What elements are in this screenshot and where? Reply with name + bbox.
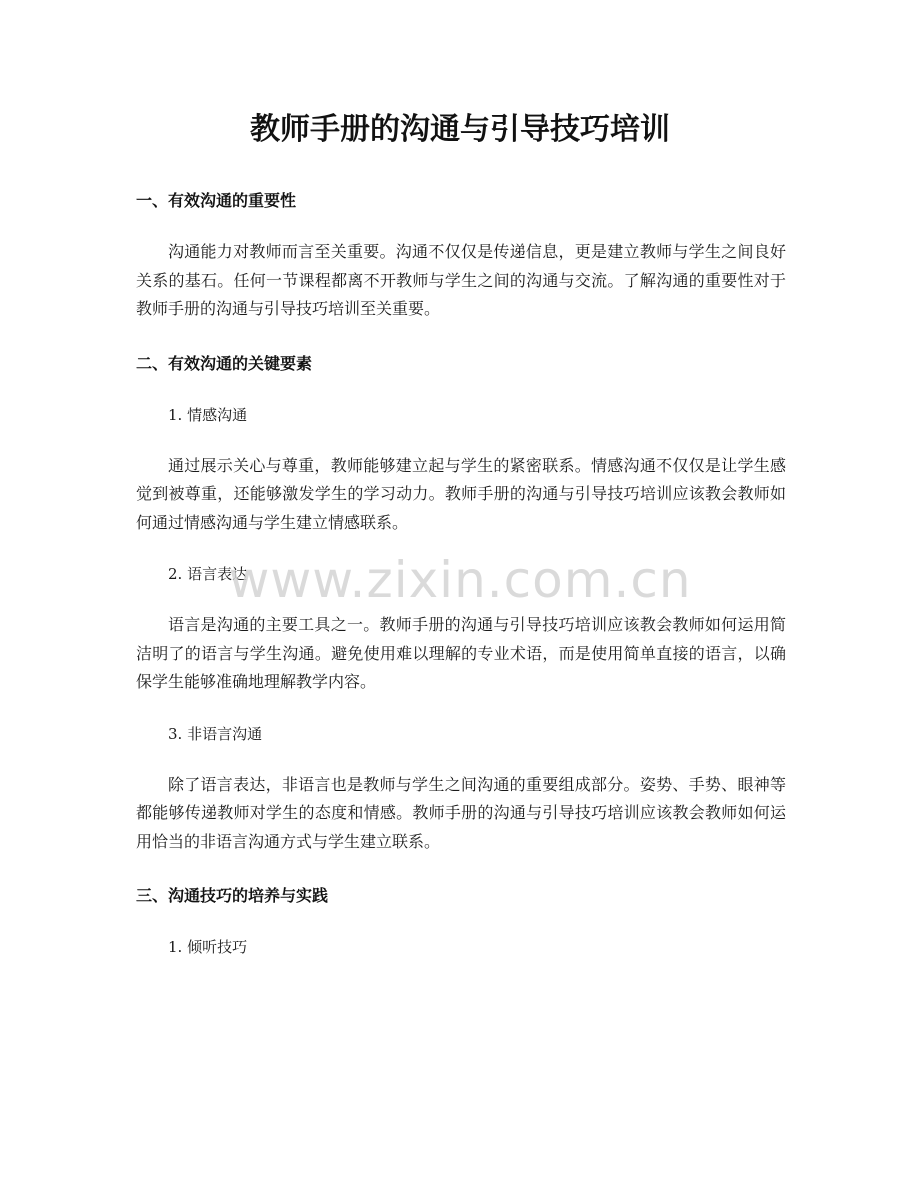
section-1-paragraph: 沟通能力对教师而言至关重要。沟通不仅仅是传递信息，更是建立教师与学生之间良好关系的基石。任何一节课程都离不开教师与学生之间的沟通与交流。了解沟通的重要性对于教师手册的沟通与引导技巧培训至关重要。 [136,242,786,318]
subheading-nonverbal-communication: 3. 非语言沟通 [168,724,263,743]
section-heading-3: 三、沟通技巧的培养与实践 [136,886,329,905]
subheading-listening-skills: 1. 倾听技巧 [168,938,248,956]
nonverbal-communication-paragraph: 除了语言表达，非语言也是教师与学生之间沟通的重要组成部分。姿势、手势、眼神等都能够传递教师对学生的态度和情感。教师手册的沟通与引导技巧培训应该教会教师如何运用恰当的非语言沟通方式与学生建立联系。 [136,774,786,851]
document-title: 教师手册的沟通与引导技巧培训 [250,112,670,147]
subheading-language-expression: 2. 语言表达 [168,565,248,583]
section-heading-2: 二、有效沟通的关键要素 [136,353,313,373]
section-heading-1: 一、有效沟通的重要性 [136,191,297,210]
emotional-communication-paragraph: 通过展示关心与尊重，教师能够建立起与学生的紧密联系。情感沟通不仅仅是让学生感觉到被尊重，还能够激发学生的学习动力。教师手册的沟通与引导技巧培训应该教会教师如何通过情感沟通与学生建立情感联系。 [136,455,786,532]
language-expression-paragraph: 语言是沟通的主要工具之一。教师手册的沟通与引导技巧培训应该教会教师如何运用简洁明了的语言与学生沟通。避免使用难以理解的专业术语，而是使用简单直接的语言，以确保学生能够准确地理解教学内容。 [136,615,786,691]
document-body [136,184,786,984]
watermark-text: www.zixin.com.cn [228,551,692,609]
subheading-emotional-communication: 1. 情感沟通 [168,405,248,424]
